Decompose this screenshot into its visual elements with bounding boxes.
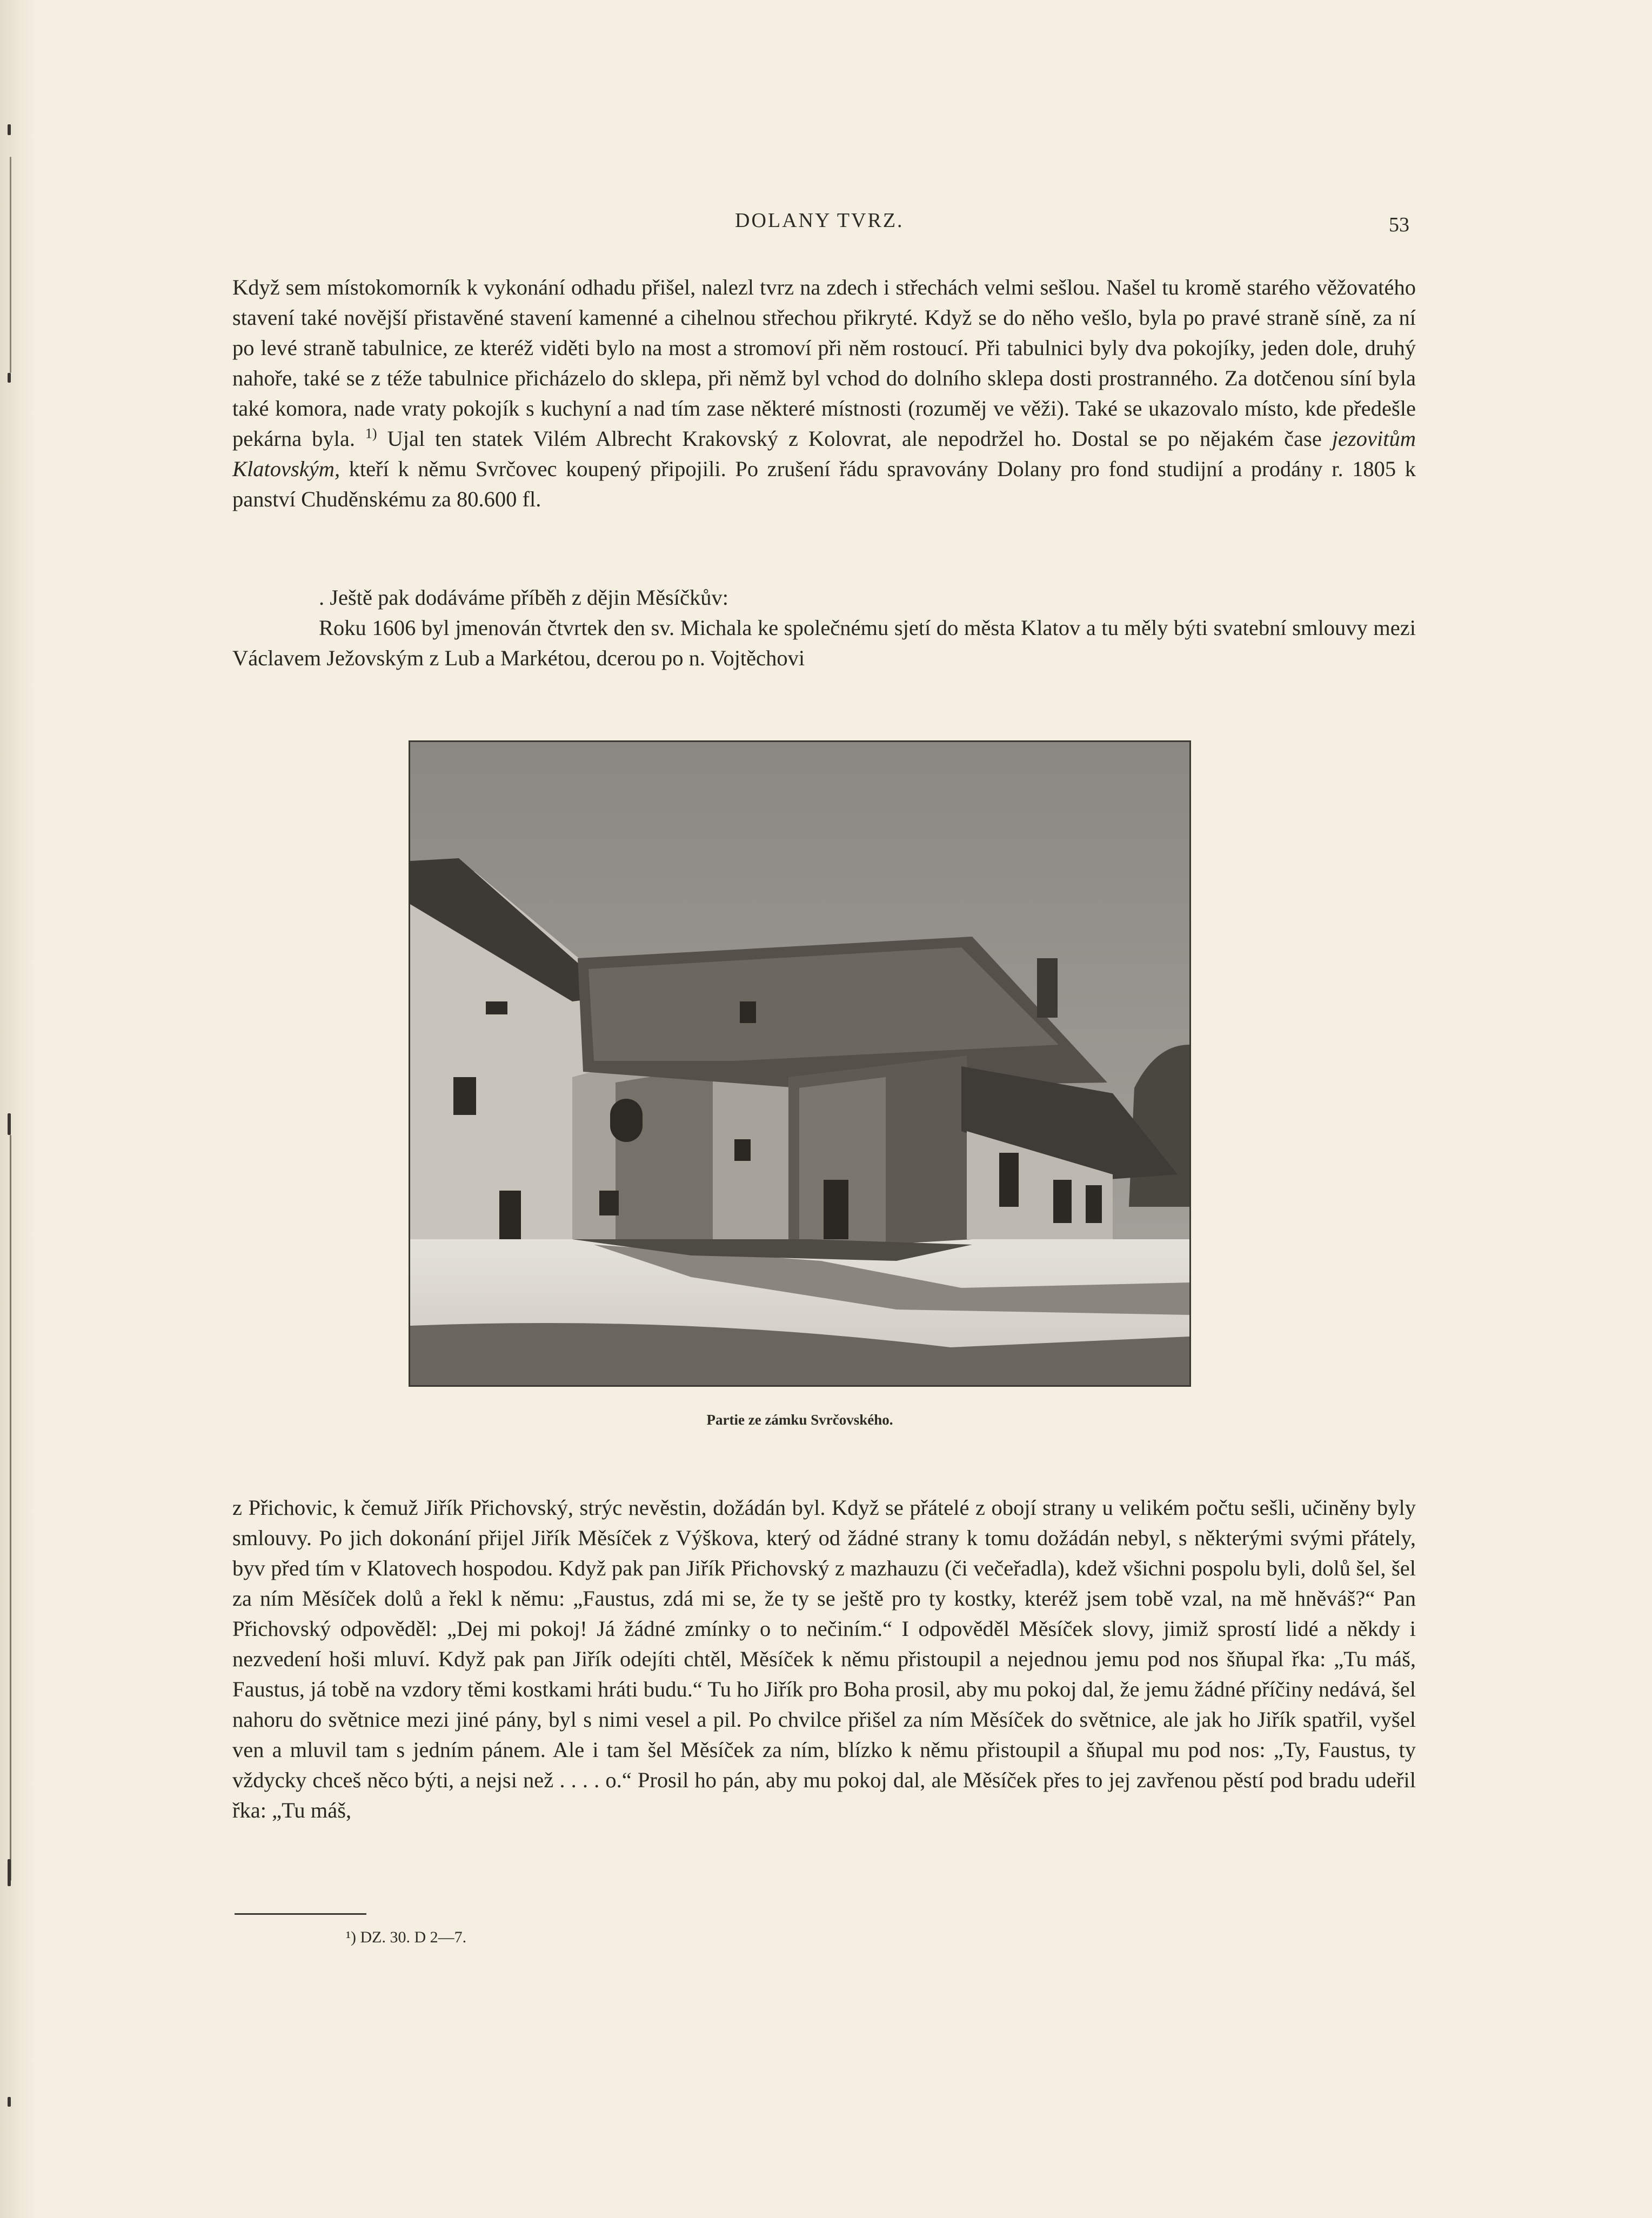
binding-mark xyxy=(8,1859,11,1886)
binding-mark xyxy=(8,2097,11,2107)
binding-gutter xyxy=(0,0,38,2218)
footnote-reference: 1) xyxy=(365,425,377,442)
illustration-castle-courtyard xyxy=(409,740,1191,1387)
italic-text: jezovitům Klatovským, xyxy=(232,426,1416,481)
binding-mark xyxy=(8,1113,11,1135)
binding-mark xyxy=(10,1135,11,1881)
paragraph-story-continued xyxy=(232,1493,1416,1826)
binding-mark xyxy=(10,157,11,373)
footnote: ¹) DZ. 30. D 2—7. xyxy=(346,1928,467,1946)
paragraph-text: z Přichovic, k čemuž Jiřík Přichovský, strýc nevěstin, dožádán byl. Když se přátelé z obojí strany u velikém počtu sešli, učiněny byly smlouvy. Po jich dokonání přijel Jiřík Měsíček z Výškova, který od žádné strany k tomu dožádán nebyl, s některými svými přátely, byv před tím v Klatovech hospodou. Když pak pan Jiřík Přichovský z mazhauzu (či večeřadla), kdež všichni pospolu byli, dolů šel, šel za ním Měsíček dolů a řekl k němu: „Faustus, zdá mi se, že ty se ještě pro ty kostky, kteréž jsem tobě vzal, na mě hněváš?“ Pan Přichovský odpověděl: „Dej mi pokoj! Já žádné zmínky o to nečiním.“ I odpověděl Měsíček slovy, jimiž sprostí lidé a někdy i nezvedení hoši mluví. Když pak pan Jiřík odejíti chtěl, Měsíček k němu přistoupil a nejednou jemu pod nos šňupal řka: „Tu máš, Faustus, já tobě na vzdory těmi kostkami hráti budu.“ Tu ho Jiřík pro Boha prosil, aby mu pokoj dal, že jemu žádné příčiny nedává, šel nahoru do světnice mezi jiné pány, byl s nimi vesel a pil. Po chvilce přišel za ním Měsíček do světnice, ale jak ho Jiřík spatřil, vyšel ven a mluvil tam s jedním pánem. Ale i tam šel Měsíček za ním, blízko k němu přistoupil a šňupal mu pod nos: „Ty, Faustus, ty vždycky chceš něco býti, a nejsi než . . . . o.“ Prosil ho pán, aby mu pokoj dal, ale Měsíček přes to jej zavřenou pěstí pod bradu udeřil řka: „Tu máš, xyxy=(232,1495,1416,1822)
paragraph-text: kteří k němu Svrčovec koupený připojili. Po zrušení řádu spravovány Dolany pro fond studijní a prodány r. 1805 k panství Chuděnskému za 80.600 fl. xyxy=(232,457,1416,511)
figure-caption: Partie ze zámku Svrčovského. xyxy=(706,1412,893,1428)
paragraph-story-start xyxy=(232,613,1416,673)
paragraph-text: Roku 1606 byl jmenován čtvrtek den sv. Michala ke společnému sjetí do města Klatov a tu měly býti svatební smlouvy mezi Václavem Ježovským z Lub a Markétou, dcerou po n. Vojtěchovi xyxy=(232,616,1416,670)
binding-mark xyxy=(8,124,11,135)
paragraph-intro-mesicek xyxy=(232,583,1416,613)
paragraph-tvrz-description xyxy=(232,272,1416,515)
paragraph-text: Když sem místokomorník k vykonání odhadu přišel, nalezl tvrz na zdech i střechách velmi sešlou. Našel tu kromě starého věžovatého stavení také novější přistavěné stavení kamenné a cihelnou střechou přikryté. Když se do něho vešlo, byla po pravé straně síně, za ní po levé straně tabulnice, ze kteréž viděti bylo na most a stromoví při něm rostoucí. Při tabulnici byly dva pokojíky, jeden dole, druhý nahoře, také se z téže tabulnice přicházelo do sklepa, při němž byl vchod do dolního sklepa dosti prostranného. Za dotčenou síní byla také komora, nade vraty pokojík s kuchyní a nad tím zase některé místnosti (rozuměj ve věži). Také se ukazovalo místo, kde předešle pekárna byla. xyxy=(232,275,1416,451)
paragraph-text: Ujal ten statek Vilém Albrecht Krakovský z Kolovrat, ale nepodržel ho. Dostal se po nějakém čase xyxy=(377,426,1332,451)
castle-illustration xyxy=(410,742,1189,1385)
binding-mark xyxy=(8,373,11,383)
running-header: DOLANY TVRZ. xyxy=(735,209,904,232)
page-number: 53 xyxy=(1389,213,1409,236)
footnote-divider xyxy=(235,1913,366,1915)
paragraph-text: . Ještě pak dodáváme příběh z dějin Měsíčkův: xyxy=(319,585,729,610)
